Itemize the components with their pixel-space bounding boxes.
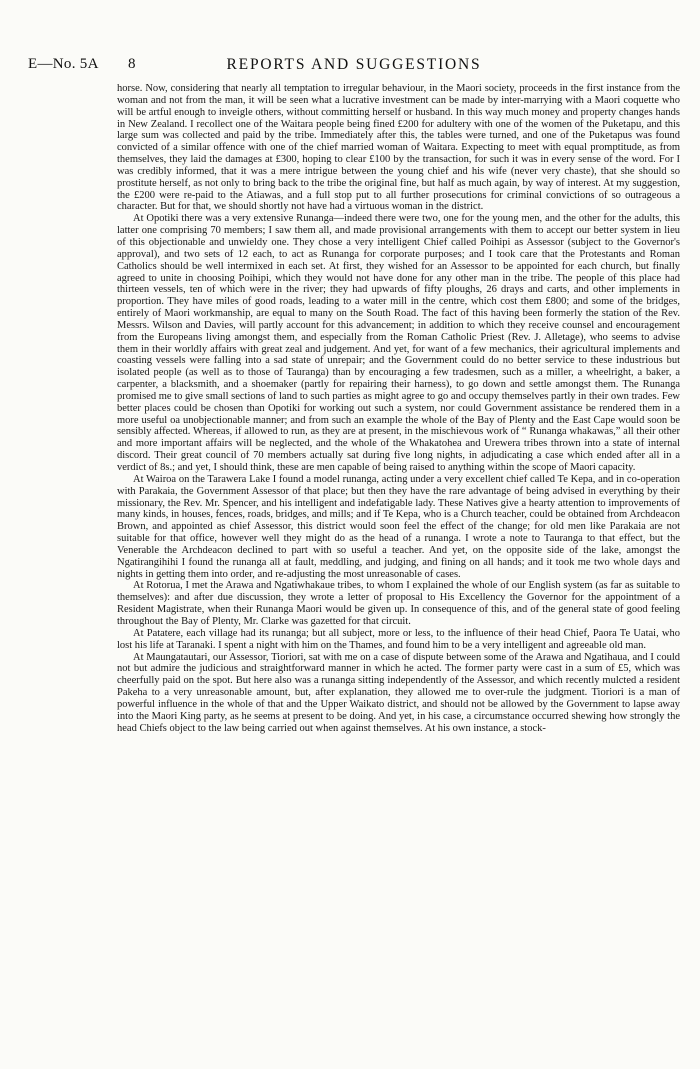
document-reference: E—No. 5A [28, 56, 99, 72]
paragraph: At Opotiki there was a very extensive Runanga—indeed there were two, one for the young men, and the other for the adults, this latter one comprising 70 members; I saw them all, and made provisional arrangements with them to accept our better system in lieu of this objectionable and unwieldy one. They chose a very intelligent Chief called Poihipi as Assessor (subject to the Governor's approval), and two sets of 12 each, to act as Runanga for corporate purposes; and I took care that the Protestants and Roman Catholics should be well intermixed in each set. At first, they wished for an Assessor to be appointed for each church, but finally agreed to unite in choosing Poihipi, which they would not have done for any other man in the tribe. The people of this place had thirteen vessels, ten of which were in the river; they had upwards of fifty ploughs, 26 drays and carts, and other implements in proportion. They have miles of good roads, leading to a water mill in the centre, which cost them £800; and some of the bridges, entirely of Maori workmanship, are equal to many on the South Road. The fact of this having been formerly the station of the Rev. Messrs. Wilson and Davies, will partly account for this advancement; in addition to which they receive counsel and encouragement from the Europeans living amongst them, and especially from the Roman Catholic Priest (Rev. J. Alletage), who seems to advise them in their worldly affairs with great zeal and judgement. And yet, for want of a few mechanics, their agricultural implements and coasting vessels were falling into a sad state of unrepair; and the Government could do no better service to these industrious but isolated people (as well as to those of Tauranga) than by encouraging a few tradesmen, such as a miller, a wheelright, a baker, a carpenter, a blacksmith, and a shoemaker (partly for repairing their harness), to go down and settle amongst them. The Runanga promised me to give small sections of land to such parties as might agree to go and occupy themselves partly in their own trades. Few better places could be chosen than Opotiki for working out such a system, nor could Government assistance be rendered them in a more useful oa unobjectionable manner; and from such an example the whole of the Bay of Plenty and the East Cape would soon be sensibly affected. Whereas, if allowed to run, as they are at present, in the mischievous work of “ Runanga whakawas,” all their other and more important affairs will be neglected, and the whole of the Whakatohea and Urewera tribes thrown into a state of internal discord. Their great council of 70 members actually sat during five long nights, in adjudicating a case which ended after all in a verdict of 8s.; and yet, I should think, these are men capable of being raised to anything within the scope of Maori capacity. [117, 213, 680, 473]
paragraph: At Patatere, each village had its runanga; but all subject, more or less, to the influence of their head Chief, Paora Te Uatai, who lost his life at Taranaki. I spent a night with him on the Thames, and found him to be a very intelligent and agreeable old man. [117, 627, 680, 651]
paragraph: At Maungatautari, our Assessor, Tioriori, sat with me on a case of dispute between some of the Arawa and Ngatihaua, and I could not but admire the judicious and straightforward manner in which he acted. The former party were cast in a sum of £5, which was cheerfully paid on the spot. But here also was a runanga sitting independently of the Assessor, and which recently mulcted a resident Pakeha to a very unreasonable amount, but, after explanation, they allowed me to over-rule the judgment. Tioriori is a man of powerful influence in the whole of that and the Upper Waikato district, and should not be allowed by the Government to lapse away into the Maori King party, as he seems at present to be doing. And yet, in his case, a circumstance occurred shewing how strongly the head Chiefs object to the law being carried out when against themselves. At his own instance, a stock- [117, 651, 680, 734]
page-header [28, 56, 680, 80]
page-title: REPORTS AND SUGGESTIONS [226, 56, 482, 73]
page-number: 8 [128, 56, 136, 72]
paragraph: At Rotorua, I met the Arawa and Ngatiwhakaue tribes, to whom I explained the whole of our English system (as far as suitable to themselves): and after due discussion, they wrote a letter of proposal to His Excellency the Governor for the appointment of a Resident Magistrate, when their Runanga Maori would be given up. In consequence of this, and of the general state of good feeling throughout the Bay of Plenty, Mr. Clarke was gazetted for that circuit. [117, 580, 680, 627]
paragraph: horse. Now, considering that nearly all temptation to irregular behaviour, in the Maori society, proceeds in the first instance from the woman and not from the man, it will be seen what a lucrative investment can be made by inter-marrying with a Maori coquette who will be artful enough to inveigle others, without committing herself or husband. In this way much money and property changes hands in New Zealand. I recollect one of the Waitara people being fined £200 for adultery with one of the women of the Puketapu, and this large sum was collected and paid by the tribe. Immediately after this, the tables were turned, and one of the Puketapus was found convicted of a similar offence with one of the chief married woman of Waitara. Expecting to meet with equal promptitude, as from themselves, they laid the damages at £300, hoping to clear £100 by the transaction, for such it was in every sense of the word. For I was credibly informed, that it was a mere intrigue between the young chief and his wife (never very chaste), that she should so prostitute herself, as not only to bring back to the tribe the original fine, but half as much again, by way of interest. At my suggestion, the £200 were re-paid to the Atiawas, and a full stop put to all further prosecutions for criminal convictions of so outrageous a character. But for that, we should shortly not have had a virtuous woman in the district. [117, 83, 680, 213]
body-text [117, 83, 680, 734]
paragraph: At Wairoa on the Tarawera Lake I found a model runanga, acting under a very excellent chief called Te Kepa, and in co-operation with Parakaia, the Government Assessor of that place; but then they have the rare advantage of being advised in everything by their missionary, the Rev. Mr. Spencer, and his intelligent and indefatigable lady. These Natives give a hearty attention to improvements of many kinds, in houses, fences, roads, bridges, and mills; and if Te Kepa, who is a Church teacher, could be obtained from Archdeacon Brown, and appointed as chief Assessor, this district would soon feel the effect of the change; for old men like Parakaia are not suitable for that office, however well they might do as the head of a runanga. I wrote a note to Tauranga to that effect, but the Venerable the Archdeacon declined to part with so useful a teacher. And yet, on the opposite side of the lake, amongst the Ngatirangihihi I found the runanga all at fault, meddling, and judging, and fining on all hands; and it took me two whole days and nights in getting them into order, and re-adjusting the most unreasonable of cases. [117, 473, 680, 580]
